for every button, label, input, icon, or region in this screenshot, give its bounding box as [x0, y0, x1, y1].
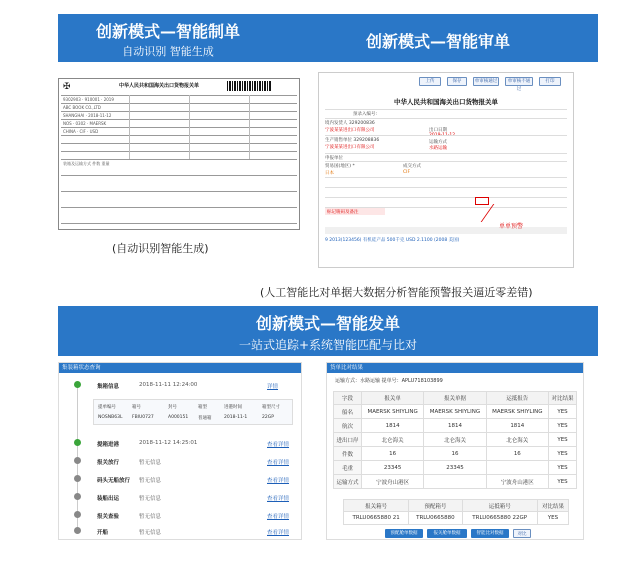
banner-subtitle: 自动识别 智能生成 — [122, 45, 214, 58]
subtable-header: 箱型尺寸 — [262, 405, 280, 410]
field-value[interactable]: 宁波某某进出口有限公司 — [325, 145, 375, 150]
table-row: 毛重 23345 23345 YES — [334, 461, 577, 475]
event-name: 集箱信息 — [97, 384, 120, 390]
column-header: 字段 — [334, 392, 362, 405]
subtable-header: 封号 — [168, 405, 177, 410]
table-row: 件数 16 16 16 YES — [334, 447, 577, 461]
banner-smart-dispatch — [58, 306, 598, 356]
form-line: ABC BOOK CO.,LTD — [63, 105, 101, 110]
column-header: 报关单 — [361, 392, 423, 405]
form-line: CHINA · CIF · USD — [63, 129, 99, 134]
field-label: 运输方式 — [429, 140, 447, 145]
field-value[interactable]: 日本 — [325, 171, 334, 176]
subtable-cell: 2018-11-1 — [224, 415, 248, 420]
subtable-cell: NOSNB63L — [98, 415, 123, 420]
event-time: 2018-11-12 14:25:01 — [139, 440, 198, 446]
event-detail-link[interactable]: 查看详情 — [267, 514, 290, 520]
timeline-dot — [74, 527, 81, 534]
caption-left: (自动识别智能生成) — [112, 242, 209, 255]
banner-title: 创新模式—智能发单 — [255, 314, 400, 333]
comparison-table — [333, 391, 577, 489]
panel-header: 货单比对结果 — [327, 363, 583, 373]
form-line: SHANGHAI · 2018-11-12 — [63, 113, 112, 118]
column-header: 预配箱号 — [409, 500, 462, 512]
event-status: 暂无信息 — [139, 460, 162, 466]
subtable-header: 进港时间 — [224, 405, 242, 410]
timeline-dot — [74, 493, 81, 500]
column-header: 对比结果 — [537, 500, 568, 512]
timeline-dot — [74, 457, 81, 464]
review-form — [318, 72, 574, 268]
upload-button[interactable]: 上传 — [419, 77, 441, 86]
banner-subtitle: 一站式追踪+系统智能匹配与比对 — [238, 338, 418, 352]
field-label: 成交方式 — [403, 164, 421, 169]
subtable-cell: A000151 — [168, 415, 189, 420]
timeline-dot — [74, 475, 81, 482]
event-detail-link[interactable]: 查看详情 — [267, 478, 290, 484]
field-value[interactable]: 宁波某某进出口有限公司 — [325, 128, 375, 133]
form-note: 装箱及运输方式 件数 重量 — [63, 161, 110, 166]
table-row: TRLU0665880 21 TRLU0665880 TRLU0665880 22GP YES — [344, 512, 569, 525]
column-header: 对比结果 — [548, 392, 576, 405]
subtable-header: 提单编号 — [98, 405, 116, 410]
field-label: 生产销售单位 329208836 — [325, 138, 380, 143]
event-status: 暂无信息 — [139, 514, 162, 520]
event-detail-link[interactable]: 查看详情 — [267, 460, 290, 466]
column-header: 运抵箱号 — [462, 500, 537, 512]
field-label: 贸易国(地区) * — [325, 164, 355, 169]
reject-button[interactable]: 单审核不通过 — [505, 77, 533, 86]
subtable-cell: 22GP — [262, 415, 274, 420]
event-status: 暂无信息 — [139, 530, 162, 536]
panel-header: 集装箱状态查询 — [59, 363, 301, 373]
timeline-dot — [74, 439, 81, 446]
field-value[interactable]: 水路运输 — [429, 146, 447, 151]
preload-manifest-button[interactable]: 预配舱单数据 — [385, 529, 423, 538]
event-name: 报关放行 — [97, 460, 120, 466]
form-line: 9302903 · 910001 · 2019 — [63, 97, 114, 102]
smart-compare-button[interactable]: 智能比对数据 — [471, 529, 509, 538]
warning-highlight — [475, 197, 489, 205]
event-name: 码头无船放行 — [97, 478, 131, 484]
banner-title: 创新模式—智能审单 — [365, 32, 510, 51]
timeline-dot — [74, 381, 81, 388]
banner-title: 创新模式—智能制单 — [95, 22, 240, 41]
column-header: 报关箱号 — [344, 500, 409, 512]
event-name: 提箱进港 — [97, 442, 120, 448]
field-label: 预录入编号: — [353, 112, 378, 117]
print-button[interactable]: 打印 — [539, 77, 561, 86]
table-row: 航次 1814 1814 1814 YES — [334, 419, 577, 433]
compare-button[interactable]: 对比 — [513, 529, 531, 538]
table-row: 运输方式 宁波舟山港区 宁波舟山港区 YES — [334, 475, 577, 489]
event-status: 暂无信息 — [139, 496, 162, 502]
event-name: 装船出运 — [97, 496, 120, 502]
banner-smart-create — [58, 14, 278, 62]
container-comparison-table — [343, 499, 569, 525]
goods-row[interactable]: 9 2013(123456) 有机硅产品 500千克 USD 2.1100 (2008 美国) — [325, 238, 460, 243]
customs-declaration-form — [58, 78, 300, 230]
event-name: 报关查验 — [97, 514, 120, 520]
event-name: 开船 — [97, 530, 109, 536]
form-title: 中华人民共和国海关出口货物报关单 — [119, 83, 200, 89]
event-detail-link[interactable]: 查看详情 — [267, 530, 290, 536]
subtable-header: 箱型 — [198, 405, 207, 410]
container-tracking-panel — [58, 362, 302, 540]
event-detail-link[interactable]: 详情 — [267, 384, 279, 390]
caption-right: (人工智能比对单据大数据分析智能预警报关逼近零差错) — [260, 286, 533, 299]
subtable-cell: 普通箱 — [198, 416, 212, 421]
customs-emblem-icon: ✠ — [63, 82, 71, 92]
event-time: 2018-11-11 12:24:00 — [139, 382, 198, 388]
field-label: 标记唛码及备注 — [327, 210, 359, 215]
container-subtable — [93, 399, 293, 425]
event-status: 暂无信息 — [139, 478, 162, 484]
table-row: 船名 MAERSK SHIYLING MAERSK SHIYLING MAERSK SHIYLING YES — [334, 405, 577, 419]
customs-manifest-button[interactable]: 报关舱单数据 — [427, 529, 467, 538]
table-row: 进出口岸 北仑海关 北仑海关 北仑海关 YES — [334, 433, 577, 447]
cargo-comparison-panel — [326, 362, 584, 540]
warning-label: 单单预警 — [499, 223, 524, 230]
event-detail-link[interactable]: 查看详情 — [267, 496, 290, 502]
form-line: NOS · 0302 · MAERSK — [63, 121, 107, 126]
column-header: 运抵报告 — [486, 392, 548, 405]
column-header: 报关单据 — [424, 392, 486, 405]
banner-smart-review — [278, 14, 598, 62]
field-label: 申报单位 — [325, 156, 343, 161]
save-button[interactable]: 保存 — [447, 77, 467, 86]
review-form-title: 中华人民共和国海关出口货物报关单 — [394, 98, 498, 106]
event-detail-link[interactable]: 查看详情 — [267, 442, 290, 448]
subtable-cell: FBIU0727 — [132, 415, 154, 420]
barcode — [227, 81, 271, 91]
timeline-dot — [74, 511, 81, 518]
field-label: 出口日期 — [429, 128, 447, 133]
field-value[interactable]: CIF — [403, 170, 411, 175]
shipment-info: 运输方式：水路运输 提单号：APLU718103899 — [335, 378, 443, 384]
subtable-header: 箱号 — [132, 405, 141, 410]
field-label: 境内发货人 329200836 — [325, 121, 375, 126]
approve-button[interactable]: 单审核通过 — [474, 79, 498, 84]
